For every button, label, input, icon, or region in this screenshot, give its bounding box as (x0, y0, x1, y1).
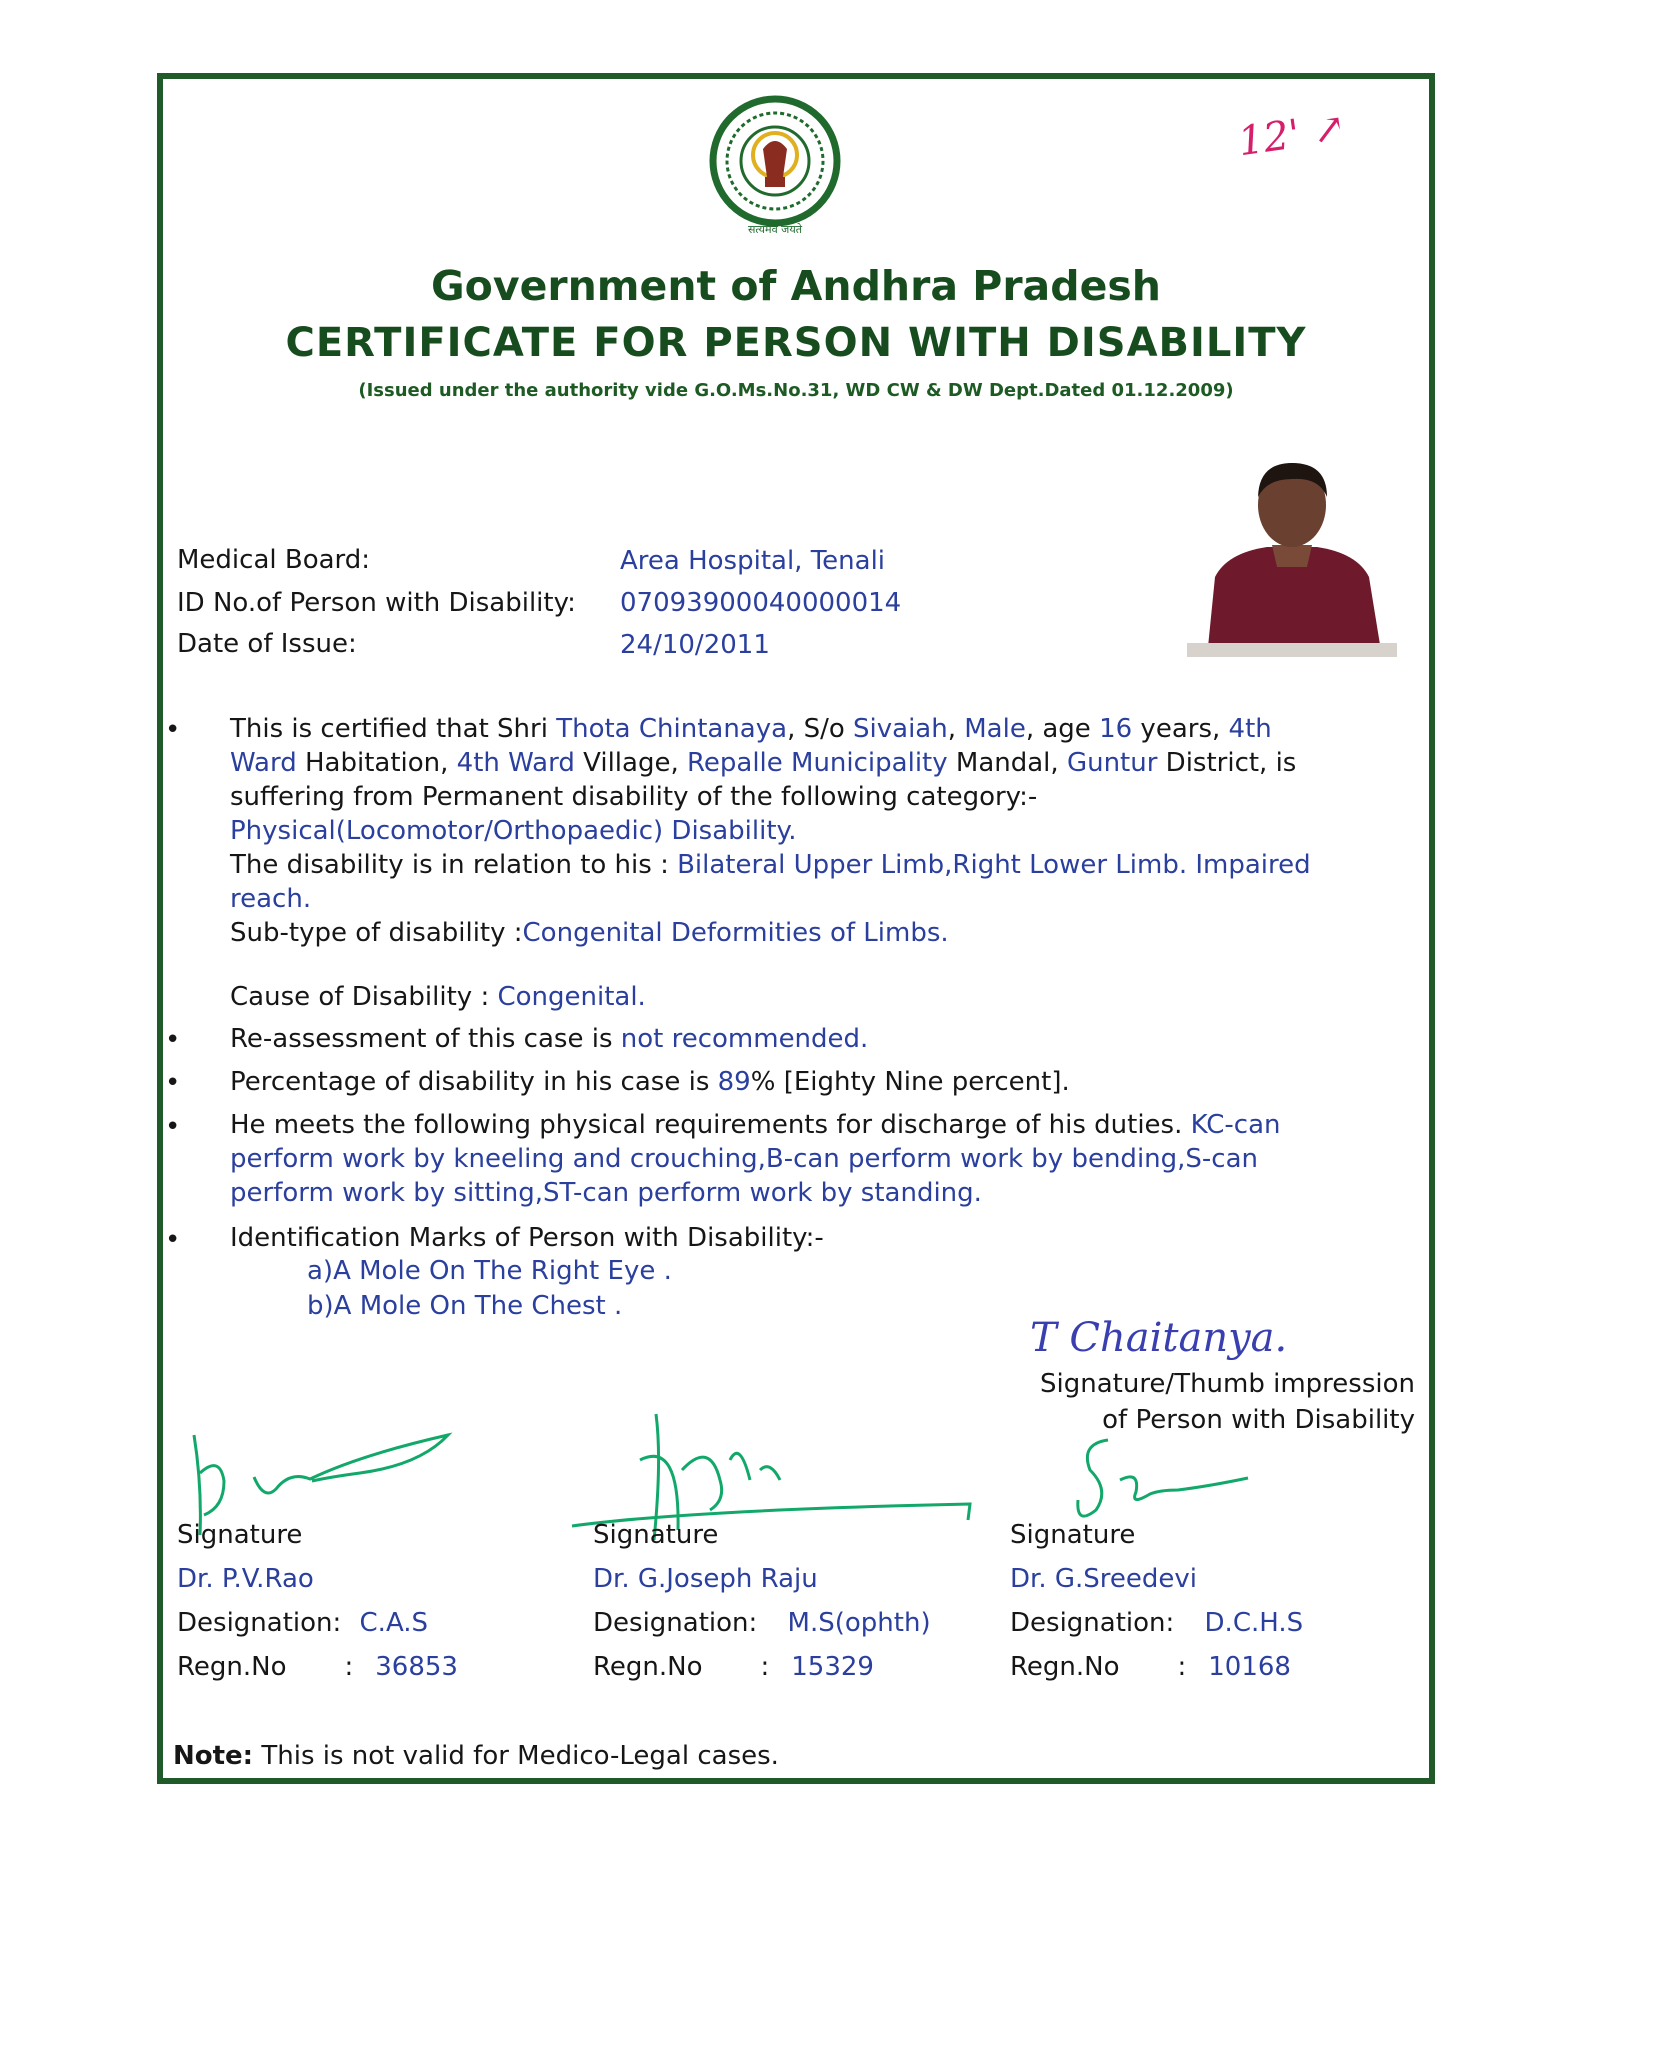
cause-line: Cause of Disability : Congenital. (230, 982, 646, 1012)
doctor-2-block: Signature Dr. G.Joseph Raju Designation: M.S(ophth) Regn.No : 15329 (593, 1520, 931, 1682)
identification-marks-label: Identification Marks of Person with Disability:- (230, 1223, 824, 1253)
age: 16 (1099, 714, 1133, 744)
handwritten-note: 12' ↗ (1235, 104, 1349, 166)
date-value: 24/10/2011 (620, 630, 770, 660)
father-name: Sivaiah (853, 714, 948, 744)
person-photo (1187, 457, 1397, 657)
person-name: Thota Chintanaya (556, 714, 788, 744)
disability-relation: Bilateral Upper Limb,Right Lower Limb. Impaired (677, 850, 1311, 880)
certificate-title: CERTIFICATE FOR PERSON WITH DISABILITY (285, 320, 1307, 366)
bullet: • (165, 1025, 181, 1055)
issued-authority: (Issued under the authority vide G.O.Ms.No.31, WD CW & DW Dept.Dated 01.12.2009) (358, 380, 1234, 401)
disability-percentage: 89 (717, 1067, 751, 1097)
percentage-line: Percentage of disability in his case is 89% [Eighty Nine percent]. (230, 1067, 1070, 1097)
doctor-name: Dr. P.V.Rao (177, 1564, 314, 1594)
certification-paragraph: This is certified that Shri Thota Chintanaya, S/o Sivaiah, Male, age 16 years, 4th Ward Habitation, 4th Ward Village, Repalle Municipality Mandal, Guntur District, is suffering from Permanent disability of the following category:- Physical(Locomotor/Orthopaedic) Disability. The disability is in relation to his : Bilateral Upper Limb,Right Lower Limb. Impaired reach. Sub-type of disability :Congenital Deformities of Limbs. (230, 712, 1400, 950)
disability-subtype: Congenital Deformities of Limbs. (522, 918, 949, 948)
identification-mark-b: b)A Mole On The Chest . (307, 1291, 623, 1321)
gender: Male (964, 714, 1026, 744)
doctor-1-block: Signature Dr. P.V.Rao Designation: C.A.S Regn.No : 36853 (177, 1520, 458, 1682)
thumb-impression-caption: Signature/Thumb impression of Person with Disability (1040, 1369, 1415, 1435)
validity-note: Note: This is not valid for Medico-Legal cases. (173, 1741, 779, 1771)
doctor-name: Dr. G.Sreedevi (1010, 1564, 1197, 1594)
id-value: 07093900040000014 (620, 588, 902, 618)
emblem-motto: सत्यमेव जयते (747, 223, 803, 236)
village: 4th Ward (456, 748, 575, 778)
doctor-3-block: Signature Dr. G.Sreedevi Designation: D.C.H.S Regn.No : 10168 (1010, 1520, 1304, 1682)
doctor-name: Dr. G.Joseph Raju (593, 1564, 818, 1594)
mandal: Repalle Municipality (686, 748, 948, 778)
medical-board-label: Medical Board: (177, 545, 371, 575)
date-label: Date of Issue: (177, 629, 357, 659)
government-title: Government of Andhra Pradesh (431, 262, 1161, 310)
bullet: • (165, 715, 181, 745)
bullet: • (165, 1225, 181, 1255)
bullet: • (165, 1112, 181, 1142)
bullet: • (165, 1068, 181, 1098)
requirements-paragraph: He meets the following physical requirements for discharge of his duties. KC-can perform work by kneeling and crouching,B-can perform work by bending,S-can perform work by sitting,ST-can perform work by standing. (230, 1110, 1281, 1208)
disability-category: Physical(Locomotor/Orthopaedic) Disability. (230, 816, 797, 846)
id-label: ID No.of Person with Disability: (177, 588, 576, 618)
reassessment-line: Re-assessment of this case is not recommended. (230, 1024, 869, 1054)
district: Guntur (1066, 748, 1158, 778)
state-emblem-icon (705, 93, 845, 243)
medical-board-value: Area Hospital, Tenali (620, 546, 886, 576)
person-handwritten-signature: T Chaitanya. (1030, 1315, 1288, 1361)
identification-mark-a: a)A Mole On The Right Eye . (307, 1256, 672, 1286)
